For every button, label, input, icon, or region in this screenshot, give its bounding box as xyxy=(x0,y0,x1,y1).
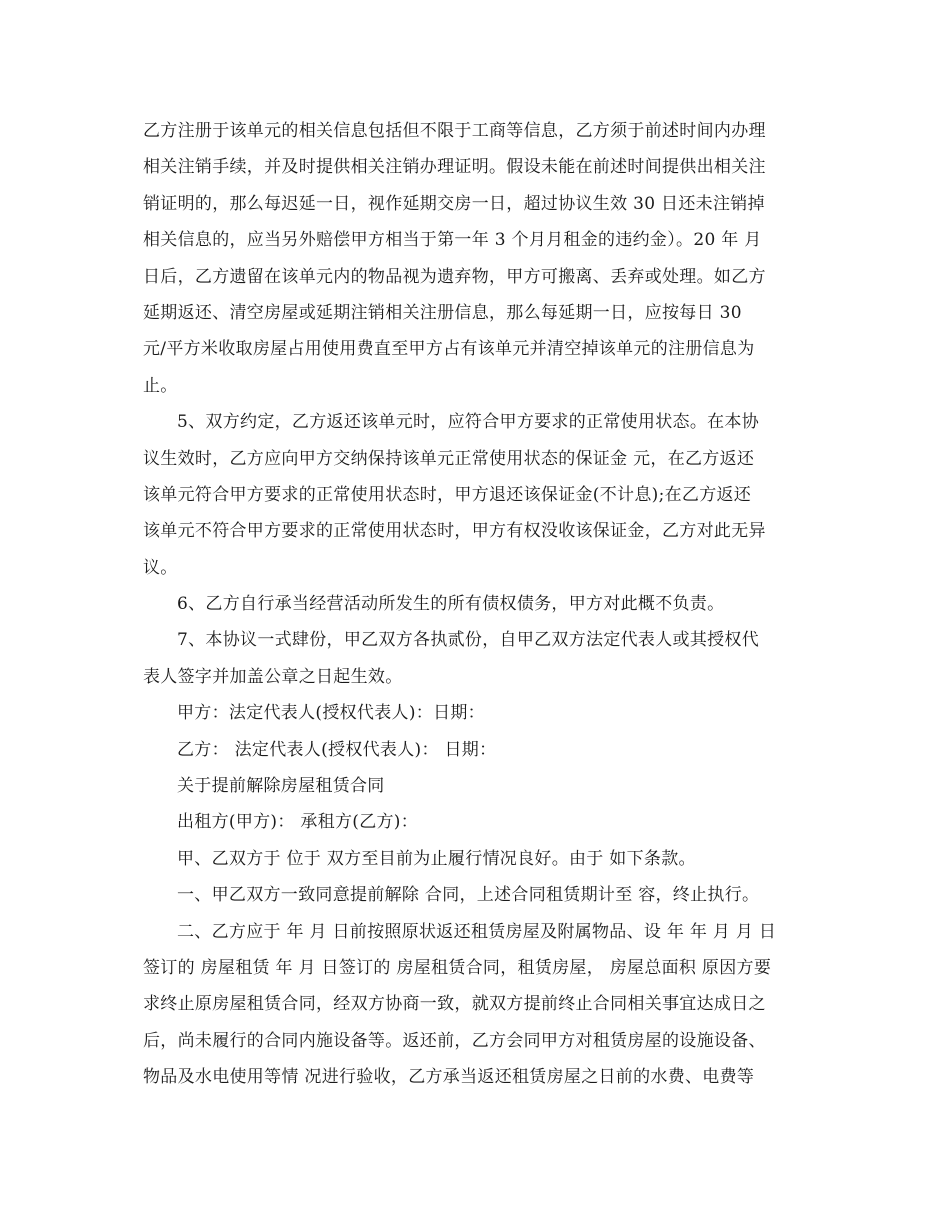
paragraph xyxy=(143,113,818,404)
text-line: 关于提前解除房屋租赁合同 xyxy=(177,776,385,797)
text-line: 签订的 房屋租赁 年 月 日签订的 房屋租赁合同，租赁房屋， 房屋总面积 原因方要 xyxy=(143,957,772,978)
text-line: 一、甲乙双方一致同意提前解除 合同，上述合同租赁期计至 容，终止执行。 xyxy=(177,885,760,906)
text-line: 元/平方米收取房屋占用使用费直至甲方占有该单元并清空掉该单元的注册信息为 xyxy=(143,339,755,360)
text-line: 甲、乙双方于 位于 双方至目前为止履行情况良好。由于 如下条款。 xyxy=(177,848,696,869)
document-page xyxy=(143,113,818,1096)
text-line: 相关信息的，应当另外赔偿甲方相当于第一年 3 个月月租金的违约金）。20 年 月 xyxy=(143,230,762,251)
text-line: 物品及水电使用等情 况进行验收，乙方承当返还租赁房屋之日前的水费、电费等 xyxy=(143,1067,755,1088)
text-line: 求终止原房屋租赁合同，经双方协商一致，就双方提前终止合同相关事宜达成日之 xyxy=(143,994,766,1015)
text-line: 销证明的，那么每迟延一日，视作延期交房一日，超过协议生效 30 日还未注销掉 xyxy=(143,193,765,214)
text-line: 乙方： 法定代表人(授权代表人)： 日期： xyxy=(177,739,497,760)
paragraph xyxy=(143,841,818,877)
text-line: 止。 xyxy=(143,375,178,396)
paragraph xyxy=(143,768,818,804)
text-line: 后，尚未履行的合同内施设备等。返还前，乙方会同甲方对租赁房屋的设施设备、 xyxy=(143,1030,766,1051)
text-line: 出租方(甲方)： 承租方(乙方)： xyxy=(177,812,419,833)
paragraph xyxy=(143,914,818,1096)
text-line: 7、本协议一式肆份，甲乙双方各执贰份，自甲乙双方法定代表人或其授权代 xyxy=(177,630,760,651)
text-line: 相关注销手续，并及时提供相关注销办理证明。假设未能在前述时间提供出相关注 xyxy=(143,157,766,178)
text-line: 表人签字并加盖公章之日起生效。 xyxy=(143,666,403,687)
text-line: 该单元符合甲方要求的正常使用状态时，甲方退还该保证金(不计息);在乙方返还 xyxy=(143,484,752,505)
text-line: 该单元不符合甲方要求的正常使用状态时，甲方有权没收该保证金，乙方对此无异 xyxy=(143,521,766,542)
paragraph xyxy=(143,804,818,840)
text-line: 5、双方约定，乙方返还该单元时，应符合甲方要求的正常使用状态。在本协 xyxy=(177,412,760,433)
paragraph xyxy=(143,695,818,731)
text-line: 二、乙方应于 年 月 日前按照原状返还租赁房屋及附属物品、设 年 年 月 月 日 xyxy=(177,921,777,942)
text-line: 日后，乙方遗留在该单元内的物品视为遗弃物，甲方可搬离、丢弃或处理。如乙方 xyxy=(143,266,766,287)
paragraph xyxy=(143,732,818,768)
text-line: 议。 xyxy=(143,557,178,578)
text-line: 议生效时，乙方应向甲方交纳保持该单元正常使用状态的保证金 元，在乙方返还 xyxy=(143,448,755,469)
paragraph xyxy=(143,586,818,622)
text-line: 乙方注册于该单元的相关信息包括但不限于工商等信息，乙方须于前述时间内办理 xyxy=(143,121,766,141)
text-line: 延期返还、清空房屋或延期注销相关注册信息，那么每延期一日，应按每日 30 xyxy=(143,302,742,323)
paragraph xyxy=(143,404,818,586)
text-line: 甲方：法定代表人(授权代表人)：日期： xyxy=(177,703,485,724)
text-line: 6、乙方自行承当经营活动所发生的所有债权债务，甲方对此概不负责。 xyxy=(177,594,725,615)
paragraph xyxy=(143,877,818,913)
paragraph xyxy=(143,622,818,695)
